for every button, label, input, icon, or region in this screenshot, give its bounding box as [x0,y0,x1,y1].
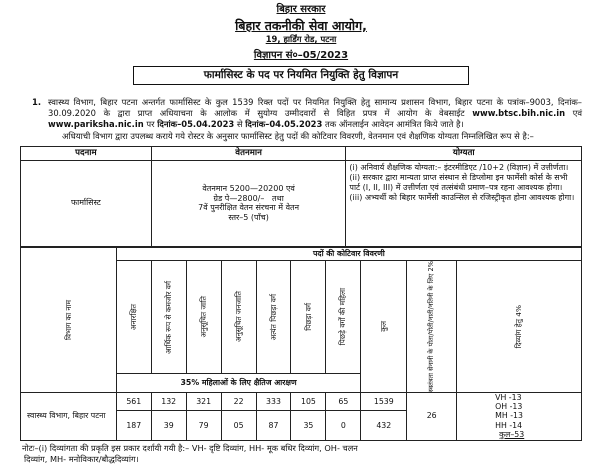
header [20,4,582,45]
footnote [20,443,582,465]
distribution-title: पदों की कोटिवार विवरणी [116,247,581,260]
cell-bc: 35 [291,411,326,440]
cell-bc: 105 [291,392,326,411]
cell-sc: 79 [186,411,221,440]
website-link-pariksha[interactable]: www.pariksha.nic.in [48,119,144,130]
cell-ur: 187 [116,411,151,440]
category-header-ebc: अत्यंत पिछड़ा वर्ग [256,260,291,374]
footnote-line: दिव्यांग, MH- मनोविकार/बौद्धदिव्यांग। [24,453,139,464]
paragraph-2: अधियाची विभाग द्वारा उपलब्ध कराये गये रोस्टर के अनुसार फार्मासिस्ट हेतु पदों की कोटिवार विवरणी, वेतनमान एवं शैक्षणिक योग्यता निम्नलिखित रूप से है:– [62,131,534,142]
divyang-item: OH -13 [495,402,523,412]
cell-st: 05 [221,411,256,440]
dept-name: स्वास्थ्य विभाग, बिहार पटना [21,392,117,440]
divyang-item: VH -13 [495,392,522,402]
eligibility-item: (iii) अभ्यर्थी को बिहार फार्मेसी काउन्सिल से रजिस्ट्रीकृत होना आवश्यक होगा। [349,193,575,203]
cell-ews: 39 [151,411,186,440]
cell-sc: 321 [186,392,221,411]
eligibility-item: (ii) सरकार द्वारा मान्यता प्राप्त संस्थान से डिप्लोमा इन फार्मेसी कोर्स के सभी पार्ट (I, II, III) में उत्तीर्णता एवं तत्संबंधी प्रमाण–पत्र रहना आवश्यक होगा। [349,173,568,192]
divyang-total: कुल–53 [499,430,525,440]
commission-address: 19, हार्डिंग रोड, पटना [265,34,337,45]
start-date: दिनांक–05.04.2023 [157,119,235,130]
pay-line: 7वें पुनरीक्षित वेतन संरचना में वेतन [198,203,300,213]
category-header-bcw: पिछड़े वर्गों की महिला [326,260,361,374]
category-header-divyang: दिव्यांग हेतु 4% [457,260,582,392]
category-header-dept: विभाग का नाम [21,247,117,392]
pay-line: स्तर–5 (पाँच) [228,212,269,222]
eligibility-item: (i) अनिवार्य शैक्षणिक योग्यता:– इंटरमीडिएट /10+2 (विज्ञान) में उत्तीर्णता। [349,162,569,172]
table-row [21,392,582,411]
cell-ebc: 87 [256,411,291,440]
advertisement-title: फार्मासिस्ट के पद पर नियमित नियुक्ति हेतु विज्ञापन [133,66,469,85]
category-header-total: कुल [361,260,407,392]
commission-name: बिहार तकनीकी सेवा आयोग, [235,17,367,33]
header-pay: वेतनमान [151,146,346,160]
paragraph-text-d: से [236,119,243,130]
paragraph-text-a: स्वास्थ्य विभाग, बिहार पटना अन्तर्गत फार्मासिस्ट के कुल 1539 रिक्त पदों पर नियमित नियुक्ति हेतु सामान्य प्रशासन विभाग, बिहार पटना के पत्रांक–9003, दिनांक–30.09.2020 के द्वारा प्राप्त अधियाचना के आलोक में सुयोग्य उम्मीदवारों से विहित प्रपत्र में आयोग के वेबसाईट [48,97,582,119]
paragraph-text-b: एवं [572,108,583,119]
pay-scale [151,160,346,246]
end-date: दिनांक–04.05.2023 [245,119,323,130]
eligibility [346,160,582,246]
cell-bcw: 65 [326,392,361,411]
category-header-sc: अनुसूचित जाति [186,260,221,374]
category-header-ur: अनारक्षित [116,260,151,374]
category-header-st: अनुसूचित जनजाति [221,260,256,374]
divyang-item: MH -13 [495,411,523,421]
cell-ur: 561 [116,392,151,411]
cell-st: 22 [221,392,256,411]
cell-ews: 132 [151,392,186,411]
pay-line: ग्रेड पे—2800/– तथा [213,193,284,203]
cell-bcw: 0 [326,411,361,440]
header-post: पदनाम [21,146,152,160]
paragraph-1 [20,97,582,130]
footnote-line: नोटः–(i) दिव्यांगता की प्रकृति इस प्रकार दर्शायी गयी है:– VH- दृष्टि दिव्यांग, HH- मूक बधिर दिव्यांग, OH- चलन [22,442,358,453]
category-header-bc: पिछड़ा वर्ग [291,260,326,374]
category-header-ews: आर्थिक रूप से कमजोर वर्ग [151,260,186,374]
table-header-row [21,146,582,160]
table-row [21,160,582,246]
website-link-btsc[interactable]: www.btsc.bih.nic.in [472,108,566,119]
cell-total: 1539 [361,392,407,411]
header-eligibility: योग्यता [346,146,582,160]
distribution-title-row [21,247,582,260]
cell-total: 432 [361,411,407,440]
govt-title: बिहार सरकार [276,4,326,15]
cell-freedom-fighter: 26 [407,392,457,440]
pay-line: वेतनमान 5200—20200 एवं [202,183,295,193]
cell-divyang [457,392,582,440]
post-name: फार्मासिस्ट [21,160,152,246]
cell-ebc: 333 [256,392,291,411]
divyang-item: HH -14 [495,420,523,430]
category-distribution-table [20,247,582,441]
paragraph-text-c: पर [146,119,155,130]
category-header-freedom-fighter: स्वतंत्रता सेनानी के पोता/पोती/नाती/नतिनी के लिए 2% [407,260,457,392]
paragraph-text-e: तक ऑनलाईन आवेदन आमंत्रित किये जाते है। [324,119,464,130]
women-reservation: 35% महिलाओं के लिए क्षैतिज आरक्षण [116,374,361,392]
pay-eligibility-table [20,146,582,247]
paragraph-number: 1. [32,97,42,108]
advertisement-number: विज्ञापन सं०–05/2023 [253,49,349,61]
